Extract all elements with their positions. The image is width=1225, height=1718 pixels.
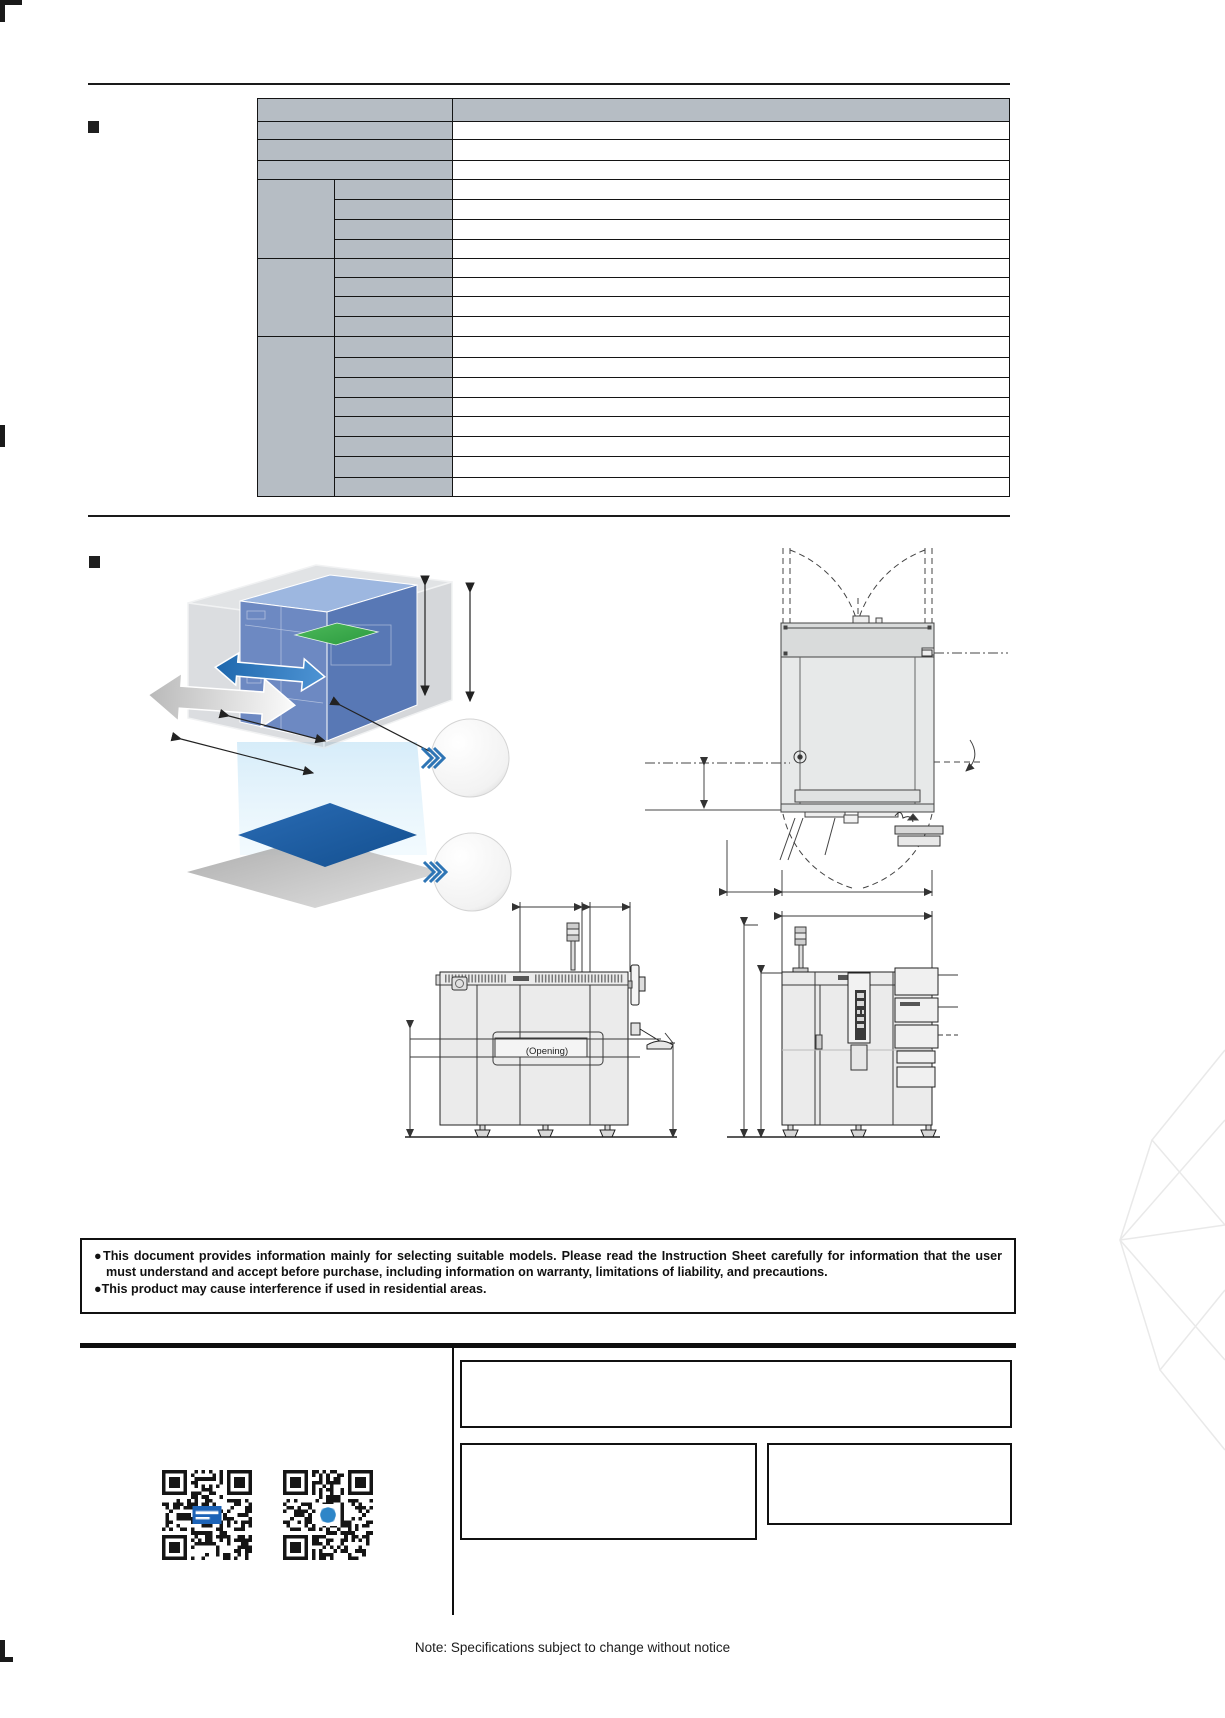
spec-cell: [335, 437, 453, 457]
spec-cell: [335, 297, 453, 317]
spec-row: [258, 140, 1010, 161]
spec-cell: [453, 140, 1010, 161]
spec-row: [258, 122, 1010, 140]
spec-cell: [453, 122, 1010, 140]
footer-region-box-left: [460, 1443, 757, 1540]
spec-cell: [335, 358, 453, 378]
zoom-badge-1: [422, 719, 509, 797]
spec-row: [258, 457, 1010, 478]
spec-cell: [335, 378, 453, 398]
spec-cell: [335, 259, 453, 278]
bullet-icon: ●: [94, 1281, 102, 1296]
spec-cell: [453, 398, 1010, 417]
spec-cell: [258, 122, 453, 140]
spec-cell: [453, 297, 1010, 317]
spec-row: [258, 180, 1010, 200]
spec-cell: [335, 220, 453, 240]
spec-cell: [335, 317, 453, 337]
spec-row: [258, 437, 1010, 457]
bullet-icon: ●: [94, 1249, 104, 1263]
spec-table: [257, 98, 1010, 497]
spec-cell: [258, 337, 335, 497]
spec-cell: [258, 180, 335, 259]
qr-code-1: [162, 1470, 252, 1560]
spec-cell: [335, 200, 453, 220]
crop-mark-top-left-v: [0, 0, 5, 22]
spec-cell: [335, 337, 453, 358]
page-edge-watermark: [1090, 1030, 1225, 1510]
spec-row: [258, 259, 1010, 278]
side-view-drawing: [640, 895, 960, 1150]
footer-divider: [452, 1343, 454, 1615]
spec-cell: [453, 478, 1010, 497]
spec-row: [258, 161, 1010, 180]
spec-row: [258, 240, 1010, 259]
spec-cell: [453, 200, 1010, 220]
spec-row: [258, 220, 1010, 240]
spec-cell: [453, 278, 1010, 297]
spec-cell: [453, 240, 1010, 259]
spec-cell: [453, 161, 1010, 180]
crop-mark-bottom-left: [0, 1657, 13, 1662]
spec-cell: [453, 417, 1010, 437]
opening-label: (Opening): [525, 1046, 569, 1057]
spec-cell: [453, 220, 1010, 240]
spec-cell: [335, 417, 453, 437]
spec-cell: [453, 437, 1010, 457]
footer-contact-box: [460, 1360, 1012, 1428]
spec-cell: [335, 240, 453, 259]
top-view-drawing: [640, 540, 1020, 905]
crop-mark-left: [0, 425, 5, 447]
spec-row: [258, 99, 1010, 122]
spec-cell: [335, 478, 453, 497]
spec-cell: [453, 337, 1010, 358]
spec-cell: [335, 278, 453, 297]
spec-cell: [335, 457, 453, 478]
disclaimer-item: ●This document provides information mainly for selecting suitable models. Please read the Instruction Sheet carefully for information that the user must understand and accept before purchase, including information on warranty, limitations of liability, and precautions.: [94, 1249, 1002, 1280]
spec-cell: [335, 398, 453, 417]
footer-note: Note: Specifications subject to change without notice: [414, 1640, 731, 1655]
spec-row: [258, 478, 1010, 497]
spec-row: [258, 358, 1010, 378]
isometric-machine-illustration: [95, 515, 520, 925]
disclaimer-item: ●This product may cause interference if used in residential areas.: [94, 1281, 487, 1296]
spec-row: [258, 398, 1010, 417]
spec-row: [258, 337, 1010, 358]
spec-cell: [258, 99, 453, 122]
spec-row: [258, 317, 1010, 337]
spec-cell: [453, 317, 1010, 337]
spec-row: [258, 417, 1010, 437]
spec-row: [258, 378, 1010, 398]
spec-row: [258, 297, 1010, 317]
spec-cell: [258, 140, 453, 161]
spec-cell: [453, 259, 1010, 278]
spec-cell: [258, 259, 335, 337]
spec-cell: [258, 161, 453, 180]
section-rule-top: [88, 83, 1010, 85]
spec-cell: [453, 99, 1010, 122]
footer-top-bar: [80, 1343, 1016, 1348]
spec-cell: [453, 180, 1010, 200]
spec-cell: [453, 457, 1010, 478]
spec-cell: [335, 180, 453, 200]
disclaimer-box: [80, 1238, 1016, 1314]
spec-cell: [453, 358, 1010, 378]
footer-region-box-right: [767, 1443, 1012, 1525]
spec-cell: [453, 378, 1010, 398]
specifications-section-marker: [88, 121, 99, 133]
spec-row: [258, 200, 1010, 220]
qr-code-2: [283, 1470, 373, 1560]
spec-row: [258, 278, 1010, 297]
